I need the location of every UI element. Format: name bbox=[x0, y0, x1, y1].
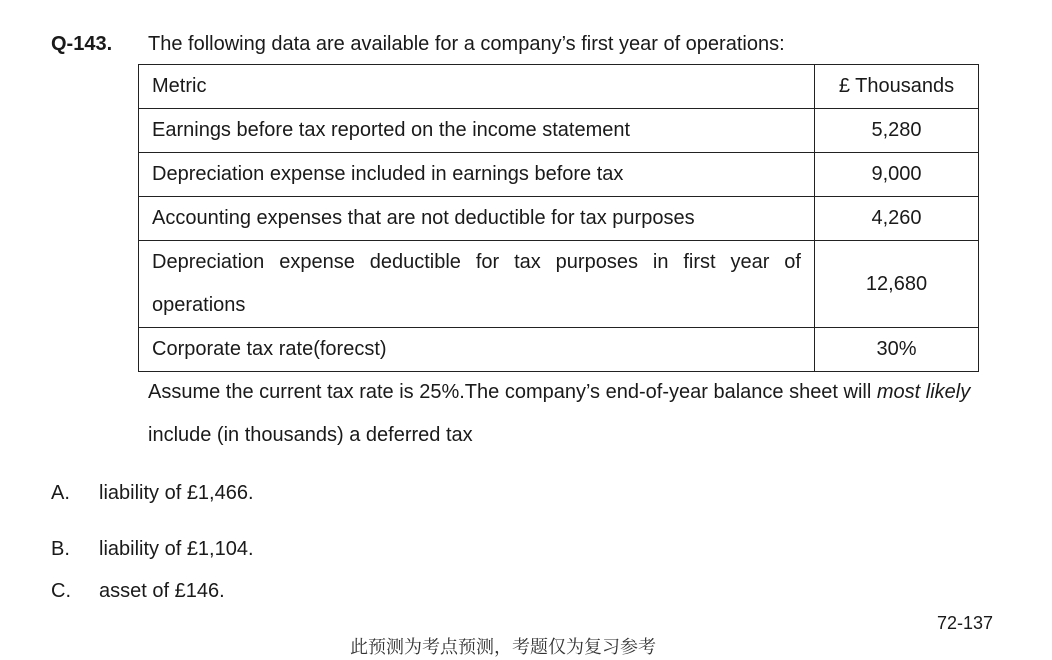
option-a[interactable] bbox=[51, 480, 254, 506]
metric-cell: Accounting expenses that are not deductible for tax purposes bbox=[139, 197, 815, 241]
metric-cell: Corporate tax rate(forecst) bbox=[139, 328, 815, 372]
option-letter: C. bbox=[51, 580, 71, 602]
assumption-part1: Assume the current tax rate is 25%.The company’s end-of-year balance sheet will bbox=[148, 381, 877, 403]
column-header-thousands: £ Thousands bbox=[815, 65, 979, 109]
option-letter: A. bbox=[51, 482, 70, 504]
option-c[interactable] bbox=[51, 578, 225, 604]
table-row bbox=[139, 241, 979, 328]
option-letter: B. bbox=[51, 538, 70, 560]
assumption-part2: include (in thousands) a deferred tax bbox=[148, 424, 473, 446]
table-row bbox=[139, 197, 979, 241]
value-cell: 30% bbox=[815, 328, 979, 372]
option-text: asset of £146. bbox=[99, 580, 225, 602]
column-header-metric: Metric bbox=[139, 65, 815, 109]
metric-cell: Depreciation expense deductible for tax purposes in first year of operations bbox=[139, 241, 815, 328]
metric-cell: Earnings before tax reported on the income statement bbox=[139, 109, 815, 153]
value-cell: 4,260 bbox=[815, 197, 979, 241]
value-cell: 5,280 bbox=[815, 109, 979, 153]
option-b[interactable] bbox=[51, 536, 254, 562]
page-number: 72-137 bbox=[937, 613, 994, 633]
table-row bbox=[139, 109, 979, 153]
option-text: liability of £1,466. bbox=[99, 482, 254, 504]
assumption-likely: likely bbox=[925, 381, 971, 403]
value-cell: 9,000 bbox=[815, 153, 979, 197]
metric-cell: Depreciation expense included in earnings before tax bbox=[139, 153, 815, 197]
table-row bbox=[139, 328, 979, 372]
footer-note: 此预测为考点预测，考题仅为复习参考 bbox=[350, 637, 656, 658]
table-header-row bbox=[139, 65, 979, 109]
value-cell: 12,680 bbox=[815, 241, 979, 328]
question-number: Q-143. bbox=[51, 33, 113, 55]
table-row bbox=[139, 153, 979, 197]
assumption-most: most bbox=[876, 381, 921, 403]
data-table bbox=[138, 64, 979, 372]
option-text: liability of £1,104. bbox=[99, 538, 254, 560]
assumption-text bbox=[148, 371, 998, 457]
question-intro: The following data are available for a company’s first year of operations: bbox=[148, 33, 785, 55]
